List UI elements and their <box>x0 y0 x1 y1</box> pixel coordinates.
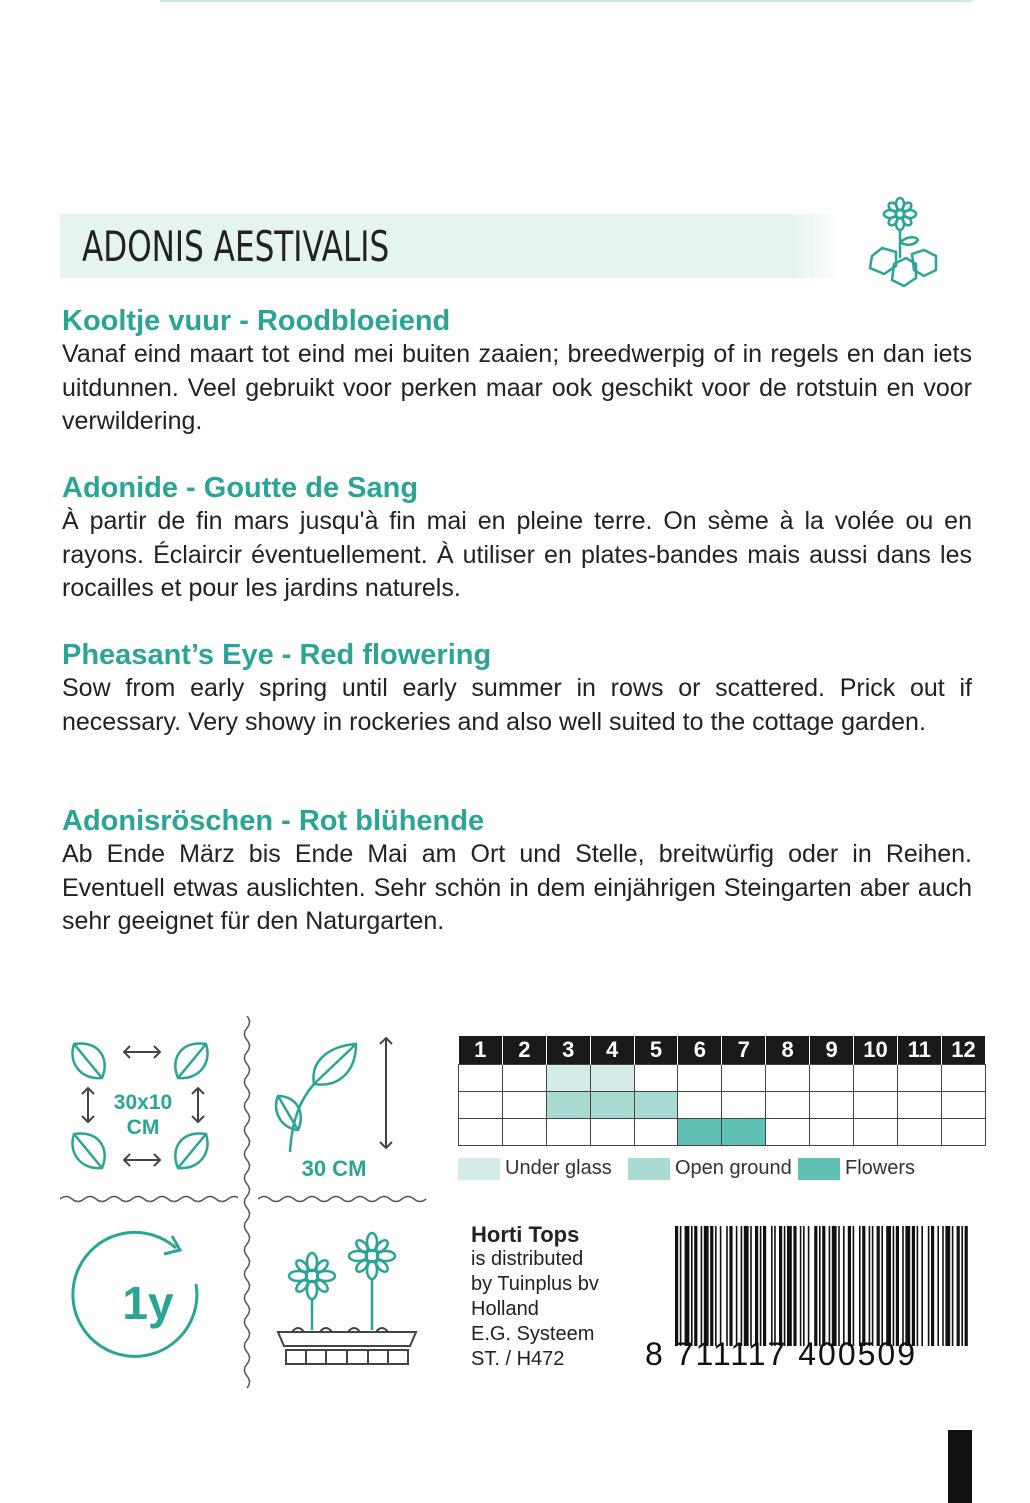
barcode-bar <box>965 1226 968 1346</box>
section-dutch <box>62 304 972 439</box>
legend-label: Flowers <box>845 1157 916 1179</box>
calendar-cell <box>459 1092 503 1119</box>
legend-open-ground <box>628 1157 792 1180</box>
section-heading: Adonisröschen - Rot blühende <box>62 805 485 837</box>
calendar-cell <box>634 1092 678 1119</box>
barcode-bar <box>838 1226 840 1346</box>
barcode-bar <box>819 1226 821 1346</box>
calendar-cell <box>941 1119 985 1146</box>
barcode-bar <box>760 1226 762 1346</box>
distributor-line: ST. / H472 <box>471 1348 565 1370</box>
calendar-cell <box>634 1065 678 1092</box>
section-body: Ab Ende März bis Ende Mai am Ort und Stelle, breitwürfig oder in Reihen. Eventuell etwas auslichten. Sehr schön in dem einjährigen Steingarten aber auch sehr geeignet für den Naturgarten. <box>62 840 972 935</box>
barcode-bar <box>917 1226 919 1346</box>
barcode-bar <box>905 1226 910 1346</box>
barcode-bar <box>886 1226 891 1346</box>
barcode-bar <box>921 1226 923 1346</box>
barcode-bar <box>680 1226 682 1346</box>
calendar-month-11: 11 <box>897 1036 941 1065</box>
calendar-row-flowers <box>459 1119 986 1146</box>
barcode-bar <box>736 1226 738 1346</box>
barcode-bar <box>869 1226 871 1346</box>
calendar-cell <box>897 1065 941 1092</box>
barcode-bar <box>715 1226 717 1346</box>
barcode-bar <box>704 1226 709 1346</box>
calendar-month-5: 5 <box>634 1036 678 1065</box>
calendar-cell <box>897 1119 941 1146</box>
calendar-cell <box>459 1065 503 1092</box>
calendar-row-open-ground <box>459 1092 986 1119</box>
barcode-bar <box>720 1226 722 1346</box>
brand-name: Horti Tops <box>471 1222 580 1247</box>
calendar-cell <box>941 1092 985 1119</box>
section-heading: Adonide - Goutte de Sang <box>62 472 419 504</box>
calendar-cell <box>810 1119 854 1146</box>
calendar-cell <box>766 1119 810 1146</box>
barcode-bar <box>803 1226 805 1346</box>
barcode-bar <box>763 1226 766 1346</box>
seedling-tray-icon <box>272 1222 422 1372</box>
barcode-bar <box>685 1226 690 1346</box>
section-heading: Pheasant’s Eye - Red flowering <box>62 639 492 671</box>
barcode-bar <box>675 1226 678 1346</box>
calendar-month-7: 7 <box>722 1036 766 1065</box>
calendar-cell <box>678 1092 722 1119</box>
calendar-cell <box>897 1092 941 1119</box>
barcode-bar <box>808 1226 810 1346</box>
barcode-bar <box>744 1226 749 1346</box>
barcode-bar <box>859 1226 861 1346</box>
section-english <box>62 638 972 739</box>
barcode-bar <box>872 1226 874 1346</box>
barcode-bar <box>779 1226 782 1346</box>
barcode-bar <box>829 1226 831 1346</box>
calendar-cell <box>722 1065 766 1092</box>
wavy-horizontal-divider <box>60 1192 238 1206</box>
calendar-cell <box>854 1092 898 1119</box>
calendar-cell <box>502 1092 546 1119</box>
calendar-month-4: 4 <box>590 1036 634 1065</box>
calendar-cell <box>766 1065 810 1092</box>
barcode-bar <box>961 1226 963 1346</box>
barcode-bar <box>755 1226 758 1346</box>
calendar-cell <box>722 1092 766 1119</box>
barcode-bar <box>912 1226 915 1346</box>
barcode-bar <box>862 1226 865 1346</box>
calendar-cell <box>502 1119 546 1146</box>
wavy-vertical-divider <box>240 1016 254 1391</box>
barcode-bar <box>843 1226 845 1346</box>
barcode-bar <box>774 1226 776 1346</box>
barcode-bar <box>848 1226 851 1346</box>
barcode-bar <box>793 1226 796 1346</box>
calendar-cell <box>810 1092 854 1119</box>
calendar-cell <box>546 1092 590 1119</box>
calendar-cell <box>634 1119 678 1146</box>
barcode-bar <box>881 1226 883 1346</box>
calendar-cell <box>590 1065 634 1092</box>
barcode-bar <box>726 1226 728 1346</box>
calendar-month-12: 12 <box>941 1036 985 1065</box>
calendar-month-9: 9 <box>810 1036 854 1065</box>
height-label: 30 CM <box>301 1156 367 1181</box>
barcode-bar <box>893 1226 895 1346</box>
barcode-bar <box>741 1226 743 1346</box>
product-title: ADONIS AESTIVALIS <box>82 222 390 271</box>
spacing-label <box>103 1090 183 1140</box>
legend-swatch <box>798 1158 840 1180</box>
calendar-cell <box>546 1119 590 1146</box>
calendar-cell <box>722 1119 766 1146</box>
barcode <box>675 1226 972 1346</box>
calendar-row-under-glass <box>459 1065 986 1092</box>
legend-swatch <box>458 1158 500 1180</box>
barcode-bar <box>800 1226 802 1346</box>
legend-under-glass <box>458 1157 612 1180</box>
annual-label: 1y <box>122 1277 174 1329</box>
barcode-bar <box>931 1226 934 1346</box>
calendar-cell <box>678 1065 722 1092</box>
calendar-month-8: 8 <box>766 1036 810 1065</box>
barcode-bar <box>945 1226 950 1346</box>
legend-label: Open ground <box>675 1157 792 1179</box>
calendar-cell <box>590 1092 634 1119</box>
barcode-bar <box>822 1226 825 1346</box>
calendar-cell <box>766 1092 810 1119</box>
calendar-month-1: 1 <box>459 1036 503 1065</box>
calendar-cell <box>678 1119 722 1146</box>
barcode-bar <box>814 1226 817 1346</box>
barcode-bar <box>750 1226 752 1346</box>
barcode-bar <box>701 1226 703 1346</box>
barcode-bar <box>694 1226 697 1346</box>
calendar-month-3: 3 <box>546 1036 590 1065</box>
barcode-bar <box>896 1226 899 1346</box>
barcode-bar <box>853 1226 855 1346</box>
spacing-unit: CM <box>126 1116 160 1139</box>
barcode-digits: 8 711117 400509 <box>645 1336 918 1372</box>
barcode-bar <box>710 1226 713 1346</box>
distributor-line: is distributed <box>471 1248 584 1270</box>
barcode-bar <box>942 1226 944 1346</box>
wavy-horizontal-divider <box>258 1192 428 1206</box>
calendar-cell <box>502 1065 546 1092</box>
barcode-bar <box>877 1226 880 1346</box>
section-german <box>62 804 972 939</box>
distributor-line: Holland <box>471 1298 539 1320</box>
legend-swatch <box>628 1158 670 1180</box>
section-body: À partir de fin mars jusqu'à fin mai en pleine terre. On sème à la volée ou en rayons. Éclaircir éventuellement. À utiliser en plates-bandes mais aussi dans les rocailles et pour les jardins naturels. <box>62 507 972 602</box>
barcode-bar <box>902 1226 904 1346</box>
calendar-cell <box>854 1065 898 1092</box>
sowing-calendar <box>458 1036 986 1146</box>
legend-label: Under glass <box>505 1157 612 1179</box>
barcode-bar <box>771 1226 773 1346</box>
spacing-value: 30x10 <box>113 1091 173 1114</box>
calendar-cell <box>546 1065 590 1092</box>
barcode-bar <box>937 1226 939 1346</box>
calendar-cell <box>854 1119 898 1146</box>
section-french <box>62 471 972 606</box>
plant-hexagon-icon <box>858 196 948 292</box>
top-divider <box>160 0 972 2</box>
barcode-bar <box>928 1226 930 1346</box>
calendar-month-10: 10 <box>854 1036 898 1065</box>
calendar-month-2: 2 <box>502 1036 546 1065</box>
distributor-line: E.G. Systeem <box>471 1323 595 1345</box>
barcode-bar <box>952 1226 954 1346</box>
section-body: Sow from early spring until early summer in rows or scattered. Prick out if necessary. Very showy in rockeries and also well suited to the cottage garden. <box>62 674 972 736</box>
distributor-info <box>471 1222 599 1372</box>
barcode-bar <box>691 1226 693 1346</box>
barcode-bar <box>784 1226 786 1346</box>
distributor-line: by Tuinplus bv <box>471 1273 599 1295</box>
calendar-cell <box>459 1119 503 1146</box>
black-marker-tab <box>948 1430 972 1503</box>
plant-height-icon <box>270 1030 410 1160</box>
calendar-cell <box>810 1065 854 1092</box>
barcode-bar <box>832 1226 837 1346</box>
barcode-bar <box>787 1226 792 1346</box>
legend-flowers <box>798 1157 915 1180</box>
section-body: Vanaf eind maart tot eind mei buiten zaaien; breedwerpig of in regels en dan iets uitdunnen. Veel gebruikt voor perken maar ook geschikt voor de rotstuin en voor verwildering. <box>62 340 972 435</box>
section-heading: Kooltje vuur - Roodbloeiend <box>62 305 451 337</box>
calendar-cell <box>590 1119 634 1146</box>
title-bar <box>60 214 840 278</box>
calendar-month-6: 6 <box>678 1036 722 1065</box>
barcode-bar <box>729 1226 732 1346</box>
calendar-cell <box>941 1065 985 1092</box>
barcode-bar <box>957 1226 960 1346</box>
